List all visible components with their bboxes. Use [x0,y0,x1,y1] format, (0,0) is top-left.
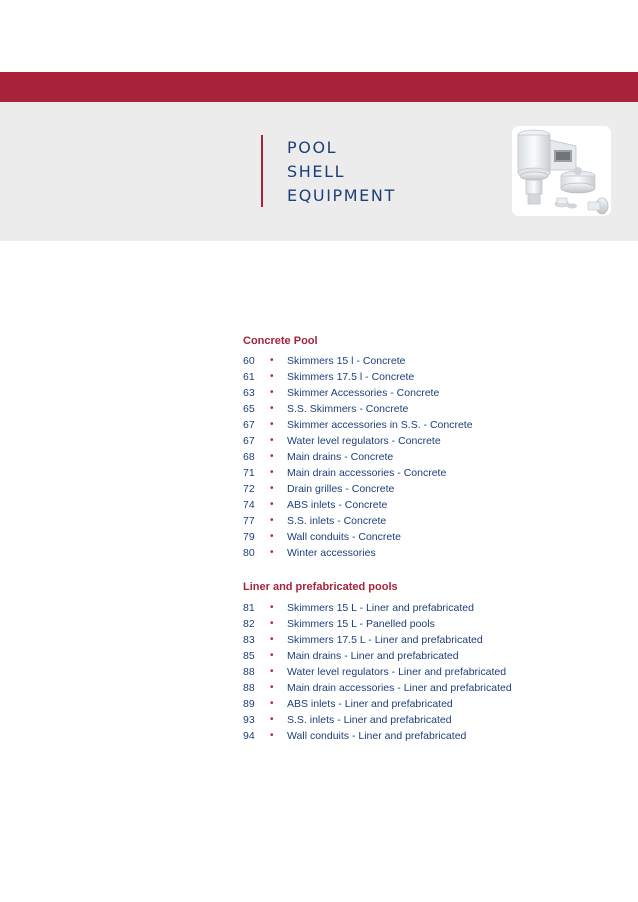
toc-entry-label: Main drains - Liner and prefabricated [287,650,459,662]
bullet-icon: • [270,499,274,510]
bullet-icon: • [270,714,274,725]
toc-page-number: 88 [243,666,255,678]
bullet-icon: • [270,531,274,542]
toc-row[interactable] [243,633,563,649]
bullet-icon: • [270,435,274,446]
toc-entry-label: Skimmer Accessories - Concrete [287,387,440,399]
bullet-icon: • [270,467,274,478]
toc-page-number: 82 [243,618,255,630]
toc-page-number: 80 [243,547,255,559]
toc-page-number: 61 [243,371,255,383]
toc-page-number: 67 [243,435,255,447]
toc-row[interactable] [243,386,563,402]
toc-row[interactable] [243,354,563,370]
toc-row[interactable] [243,434,563,450]
toc-entry-label: Skimmers 15 l - Concrete [287,355,406,367]
toc-entry-label: ABS inlets - Concrete [287,499,388,511]
bullet-icon: • [270,666,274,677]
toc-row[interactable] [243,546,563,562]
section-title-liner-prefabricated: Liner and prefabricated pools [243,581,398,593]
toc-row[interactable] [243,530,563,546]
toc-entry-label: Drain grilles - Concrete [287,483,395,495]
toc-row[interactable] [243,466,563,482]
toc-row[interactable] [243,402,563,418]
toc-row[interactable] [243,418,563,434]
skimmer-product-photo-icon [512,126,611,216]
toc-entry-label: Skimmers 15 L - Liner and prefabricated [287,602,474,614]
toc-page-number: 81 [243,602,255,614]
toc-row[interactable] [243,514,563,530]
toc-entry-label: Main drain accessories - Liner and prefabricated [287,682,512,694]
bullet-icon: • [270,371,274,382]
toc-row[interactable] [243,601,563,617]
toc-list-concrete-pool [243,354,563,562]
bullet-icon: • [270,451,274,462]
toc-list-liner-prefabricated [243,601,563,745]
toc-entry-label: Wall conduits - Liner and prefabricated [287,730,467,742]
toc-entry-label: Water level regulators - Liner and prefabricated [287,666,507,678]
toc-row[interactable] [243,697,563,713]
toc-page-number: 93 [243,714,255,726]
toc-page-number: 60 [243,355,255,367]
toc-page-number: 74 [243,499,255,511]
bullet-icon: • [270,634,274,645]
bullet-icon: • [270,698,274,709]
toc-entry-label: Skimmers 17.5 L - Liner and prefabricated [287,634,483,646]
toc-page-number: 68 [243,451,255,463]
toc-entry-label: Main drain accessories - Concrete [287,467,447,479]
toc-entry-label: Wall conduits - Concrete [287,531,401,543]
toc-entry-label: Skimmers 17.5 l - Concrete [287,371,415,383]
toc-page-number: 67 [243,419,255,431]
bullet-icon: • [270,483,274,494]
toc-row[interactable] [243,450,563,466]
toc-row[interactable] [243,729,563,745]
toc-page-number: 77 [243,515,255,527]
toc-row[interactable] [243,482,563,498]
toc-page-number: 88 [243,682,255,694]
bullet-icon: • [270,730,274,741]
toc-page-number: 83 [243,634,255,646]
toc-entry-label: Water level regulators - Concrete [287,435,441,447]
toc-entry-label: S.S. Skimmers - Concrete [287,403,409,415]
bullet-icon: • [270,602,274,613]
toc-entry-label: S.S. inlets - Concrete [287,515,387,527]
title-line-2: SHELL [287,162,346,181]
bullet-icon: • [270,618,274,629]
toc-entry-label: ABS inlets - Liner and prefabricated [287,698,453,710]
toc-page-number: 71 [243,467,255,479]
bullet-icon: • [270,419,274,430]
toc-row[interactable] [243,617,563,633]
toc-page-number: 85 [243,650,255,662]
bullet-icon: • [270,547,274,558]
title-accent-rule [261,135,263,207]
toc-row[interactable] [243,370,563,386]
toc-row[interactable] [243,681,563,697]
bullet-icon: • [270,355,274,366]
toc-row[interactable] [243,649,563,665]
toc-page-number: 65 [243,403,255,415]
bullet-icon: • [270,387,274,398]
bullet-icon: • [270,403,274,414]
toc-page-number: 72 [243,483,255,495]
toc-entry-label: Skimmer accessories in S.S. - Concrete [287,419,473,431]
toc-row[interactable] [243,713,563,729]
toc-row[interactable] [243,498,563,514]
toc-entry-label: Skimmers 15 L - Panelled pools [287,618,435,630]
toc-page-number: 89 [243,698,255,710]
toc-entry-label: Main drains - Concrete [287,451,394,463]
toc-entry-label: Winter accessories [287,547,376,559]
toc-page-number: 79 [243,531,255,543]
toc-row[interactable] [243,665,563,681]
bullet-icon: • [270,515,274,526]
bullet-icon: • [270,682,274,693]
toc-entry-label: S.S. inlets - Liner and prefabricated [287,714,452,726]
section-title-concrete-pool: Concrete Pool [243,335,318,347]
bullet-icon: • [270,650,274,661]
toc-page-number: 63 [243,387,255,399]
title-line-1: POOL [287,138,338,157]
toc-page-number: 94 [243,730,255,742]
page-title [287,136,396,208]
header-red-band [0,72,638,102]
title-line-3: EQUIPMENT [287,186,396,205]
